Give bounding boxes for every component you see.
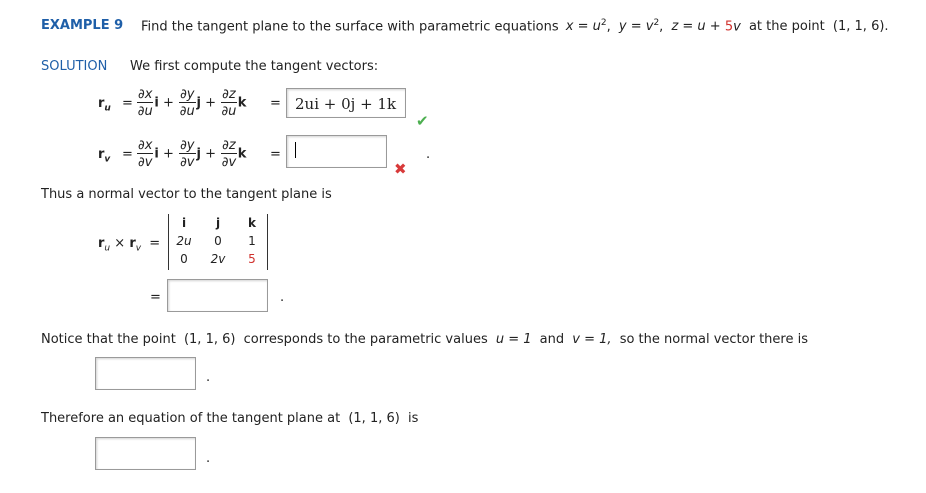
matrix-cell: 1	[248, 234, 256, 248]
therefore-text: Therefore an equation of the tangent plane at (1, 1, 6) is	[41, 411, 419, 426]
example-label: EXAMPLE 9	[41, 18, 124, 33]
tangent-plane-answer-field[interactable]	[95, 437, 196, 470]
matrix-cell: 2u	[176, 234, 192, 248]
r-v-label: $r_v$	[98, 147, 111, 165]
matrix-cell: 0	[180, 252, 188, 266]
header-point: (1, 1, 6).	[832, 19, 889, 35]
period: .	[206, 451, 211, 466]
check-icon: ✔	[416, 112, 429, 130]
period: .	[280, 290, 285, 305]
problem-statement: Find the tangent plane to the surface with parametric equations $x = u^2$, $y = v^2$, z = u + 5v at the point (1, 1, 6).	[141, 18, 889, 35]
matrix-cell: i	[181, 216, 187, 230]
equals-sign: =	[150, 290, 161, 305]
matrix-cell: 2v	[210, 252, 226, 266]
matrix-cell: j	[215, 216, 221, 230]
eq-z-coef: 5	[724, 19, 734, 35]
equals-sign: =	[122, 147, 133, 162]
equals-sign: =	[270, 96, 281, 111]
period: .	[426, 147, 431, 162]
r-v-answer-field[interactable]	[286, 135, 387, 168]
r-u-answer-value: 2ui + 0j + 1k	[295, 95, 397, 113]
r-v-expression: $\frac{\partial x}{\partial v}$ i + $\frac{\partial y}{\partial v}$ j + $\frac{\partial z}{\partial v}$ k	[138, 138, 247, 170]
normal-vector-answer-field[interactable]	[95, 357, 196, 390]
period: .	[206, 370, 211, 385]
matrix-cell: k	[248, 216, 256, 230]
solution-intro: We first compute the tangent vectors:	[130, 59, 379, 74]
eq-y: y = v	[618, 19, 654, 35]
text-caret	[295, 142, 296, 158]
cross-product-label: $r_u \times r_v$ =	[98, 236, 161, 254]
solution-label: SOLUTION	[41, 59, 108, 74]
equals-sign: =	[122, 96, 133, 111]
normal-vector-text: Thus a normal vector to the tangent plane is	[41, 187, 332, 202]
equals-sign: =	[270, 147, 281, 162]
matrix-cell: 5	[248, 252, 256, 266]
matrix-cell: 0	[214, 234, 222, 248]
cross-product-answer-field[interactable]	[167, 279, 268, 312]
notice-text: Notice that the point (1, 1, 6) corresponds to the parametric values u = 1 and v = 1, so the normal vector there is	[41, 332, 808, 347]
determinant-matrix	[168, 214, 268, 270]
r-u-expression: $\frac{\partial x}{\partial u}$ i + $\frac{\partial y}{\partial u}$ j + $\frac{\partial z}{\partial u}$ k	[137, 87, 247, 119]
eq-z: z = u +	[671, 19, 725, 35]
r-u-label: $r_u$	[98, 96, 111, 114]
cross-icon: ✖	[394, 160, 407, 178]
eq-x: x = u	[565, 19, 601, 35]
r-u-answer-field[interactable]	[286, 88, 406, 118]
